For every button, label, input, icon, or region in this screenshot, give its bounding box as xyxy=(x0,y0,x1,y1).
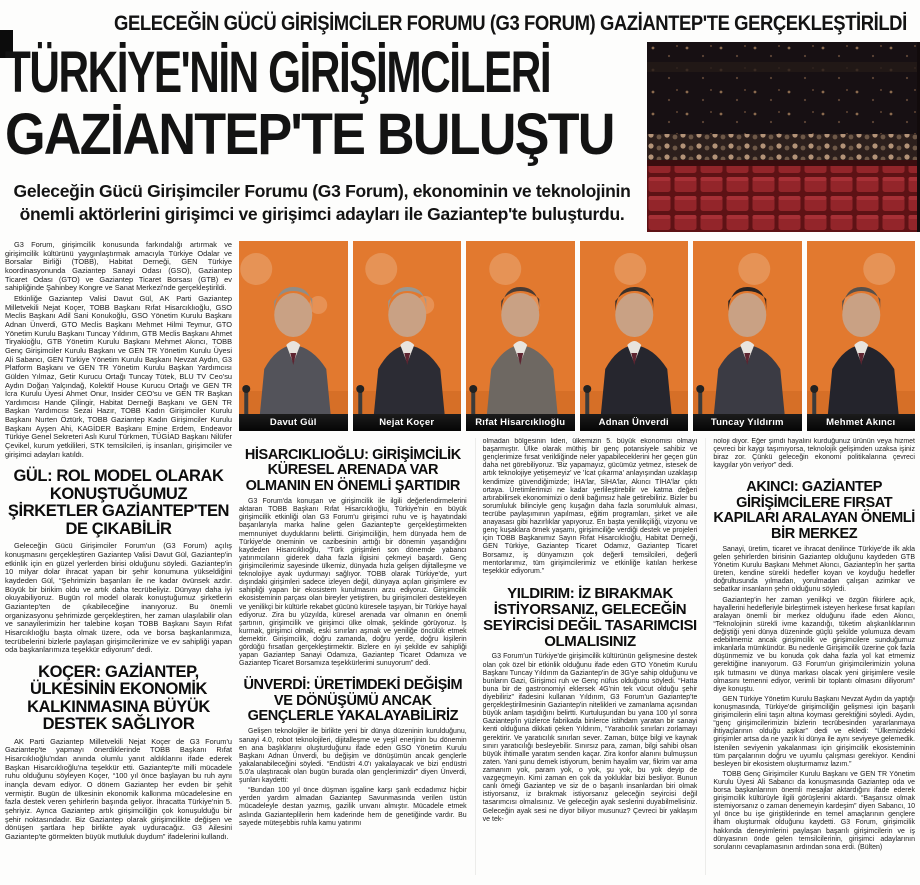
section-heading: GÜL: ROL MODEL OLARAK KONUŞTUĞUMUZ ŞİRKETLER GAZİANTEP'TEN DE ÇIKABİLİR xyxy=(7,467,230,538)
photo-caption: Mehmet Akıncı xyxy=(807,414,916,431)
article-header xyxy=(0,0,920,232)
speaker-portrait-graphic xyxy=(807,241,916,431)
speaker-photo xyxy=(580,241,689,431)
speaker-portrait-graphic xyxy=(580,241,689,431)
section-heading: YILDIRIM: İZ BIRAKMAK İSTİYORSANIZ, GELECEĞİN SEYİRCİSİ DEĞİL TASARIMCISI OLMALISINIZ xyxy=(483,584,697,650)
article-paragraph: Geleceğin Gücü Girişimciler Forum'un (G3 Forum) açılış konuşmasını gerçekleştiren Gaziantep Valisi Davut Gül, Gaziantep'in etkinlik için en güzel yerlerden birisi olduğunu söyledi. Gaziantep'in 10 milyar dolar ihracat yapan bir şehir konumuna yükseldiğini kaydeden Gül, “Şehrimizin başarıları ile ne kadar övünsek azdır. Büyük bir birikim oldu ve artık daha tecrübeliyiz. Dünyayı daha iyi okuyabiliyoruz. Bugün rol model olarak konuştuğumuz şirketlerin Gaziantep'ten de çıkabileceğine inanıyoruz. Bu önemli organizasyonu şehrimizde gerçekleştiren, her zaman ulaşılabilir olan ve sanayilerimizin her talebine koşan TOBB Başkanı Sayın Rıfat Hisarcıklıoğlu başta olmak üzere, oda ve borsa başkanlarımıza, tecrübelerini bizlerle paylaşan girişimcilerimize ve ev sahipliği yapan oda başkanlarımıza teşekkür ediyorum” dedi. xyxy=(5,541,232,655)
speaker-photo xyxy=(239,241,348,431)
audience-photo xyxy=(647,42,920,232)
article-paragraph: G3 Forum'da konuşan ve girişimcilik ile ilgili değerlendirmelerini aktaran TOBB Başkanı Rıfat Hisarcıklıoğlu, Türkiye'nin en büyük girişimcilik etkinliği olan G3 Forum'u girişimci ruhu ve iş hayatındaki başarılarıyla marka haline gelen Gaziantep'te gerçekleştirmekten memnuniyet duyduklarını belirtti. Girişimciliğin, hem dünyada hem de Türkiye'de öneminin ve cazibesinin arttığı bir dönemin yaşandığını kaydeden Hisarcıklıoğlu, “Türk girişimleri son dönemde yabancı yatırımcıların giderek daha fazla ilgisini çekmeyi başardı. Genç girişimcilerimiz sayesinde ülkemiz, dünyada hızla gelişen dijitalleşme ve teknolojiye ayak uydurmayı sağlıyor. TOBB olarak Türkiye'de, yurt dışındaki girişimleri sadece izleyen değil, dünyaya açılan girişimlere ev sahipliği yapan bir ekosistem kurulmasını arzu ediyoruz. Girişimcilik ekosisteminin parçası olan bireyler yetiştiren, bu girişimcileri destekleyen ve yenilikçi bir kültürle rekabet gücünü küresele taşıyan, bir Türkiye hayal ediyoruz. Zira bu yüzyılda, küresel arenada var olmanın en önemli şartının, girişimcilik ve girişimci ülke olmak, şeklinde görüyoruz. İş kurmak, girişimci olmak, eski sınırları aşmak ve yeniliğe öncülük etmek demektir. Girişimcilik, doğru zamanda, doğru yerde, doğru kişilerin gördüğü fırsatları gerçekleştirmektir. Bizlere en iyi şekilde ev sahipliği yapan Gaziantep Sanayi Odamıza, Gaziantep Ticaret Odamıza ve Gaziantep Ticaret Borsamıza teşekkürlerimi sunuyorum” dedi. xyxy=(239,498,467,668)
header-main xyxy=(0,42,920,232)
kicker: GELECEĞİN GÜCÜ GİRİŞİMCİLER FORUMU (G3 FORUM) GAZİANTEP'TE GERÇEKLEŞTİRİLDİ xyxy=(114,12,907,35)
speaker-portrait-graphic xyxy=(239,241,348,431)
article-right-columns xyxy=(239,438,915,875)
photo-caption: Adnan Ünverdi xyxy=(580,414,689,431)
article-paragraph: TOBB Genç Girişimciler Kurulu Başkanı ve GEN TR Yönetim Kurulu Üyesi Ali Sabancı da konuşmasında Gaziantep oda ve borsa başkanlarının önemli mesajlar aktardığını ifade ederek girişimcilik kültürüyle ilgili görüşlerini aktardı. “Başarısız olmak istemiyorsanız o zaman denemeyin kardeşim” diyen Sabancı, 10 yıl önce bu işe giriştiklerinde en temel amaçlarının gençlere ilham oluşturmak olduğunu kaydetti. G3 Forum, girişimcilik hakkında deneyimlerini paylaşan başarılı girişimcilerin ve iş dünyasının önde gelen temsilcilerinin, girişimci adaylarının sorularını cevaplamasının ardından sona erdi. (Bülten) xyxy=(713,770,915,851)
headline xyxy=(5,42,639,232)
section-heading: AKINCI: GAZİANTEP GİRİŞİMCİLERE FIRSAT KAPILARI ARALAYAN ÖNEMLİ BİR MERKEZ xyxy=(713,479,915,542)
speaker-photo xyxy=(466,241,575,431)
photo-caption: Nejat Koçer xyxy=(353,414,462,431)
photo-caption: Rıfat Hisarcıklıoğlu xyxy=(466,414,575,431)
section-heading: ÜNVERDİ: ÜRETİMDEKİ DEĞİŞİM VE DÖNÜŞÜMÜ ANCAK GENÇLERLE YAKALAYABİLİRİZ xyxy=(243,677,463,725)
article-paragraph: “Bundan 100 yıl önce düşman işgaline karşı şanlı ecdadımız hiçbir yerden yardım almadan Gaziantep Savunmasında verilen üstün mücadeleyle destan yazmış, gazilik unvanı almıştır. Mücadele etmek aslında Gazianteplilerin hem kaderinde hem de genetiğinde vardır. Bu sayede müteşebbis ruhla kamu yatırımı xyxy=(239,787,467,827)
article-column-2 xyxy=(239,438,467,875)
section-heading: HİSARCIKLIOĞLU: GİRİŞİMCİLİK KÜRESEL ARENADA VAR OLMANIN EN ÖNEMLİ ŞARTIDIR xyxy=(244,447,461,494)
article-paragraph: olmadan bölgesinin lideri, ülkemizin 5. büyük ekonomisi olmayı başarmıştır. Ülke olarak müthiş bir genç potansiyele sahibiz ve gençlerimize fırsat verildiğinde neler yapabileceklerini her geçen gün daha net görebiliyoruz. 'Biz yapamayız, gücümüz yetmez, istesek de artık teknolojiye yetişemeyiz' ve 'İcat çıkarma' anlayışından uzaklaşıp kendimize güvendiğimizde; İHA'lar, SİHA'lar, Akıncı TİHA'lar çıktı ortaya. Üretimlerimizi ne kadar yerlileştirebilir ve katma değeri artırabilirsek ekonomimizi o denli bağımsız hale getirebiliriz. Bizler bu sorumluluk bilinciyle genç kuşağın daha fazla sorumluluk alması, tecrübe paylaşımının yapılması, eğitim programları, şirket ve aile anayasası gibi hazırlıklar yapıyoruz. En başta yenilikçiliği, vizyonu ve genç kuşaklara örnek yaşamı, girişimciliğe verdiği destek ve projeleri için TOBB Başkanımız Sayın Rıfat Hisarcıklıoğlu, Habitat Derneği, GEN Türkiye, Gaziantep Ticaret Odamız, Gaziantep Ticaret Borsamız, iş dünyamızın çok değerli temsilcileri, değerli mentorlarımız, tüm girişimcilerimiz ve etkinliğe katılan herkese teşekkür ediyorum.” xyxy=(482,438,698,575)
article-paragraph: G3 Forum, girişimcilik konusunda farkındalığı artırmak ve girişimcilik kültürünü yaygınlaştırmak amacıyla Türkiye Odalar ve Borsalar Birliği (TOBB), Habitat Derneği, GEN Türkiye koordinasyonunda Gaziantep Sanayi Odası (GSO), Gaziantep Ticaret Odası (GTO) ve Gaziantep Ticaret Borsası (GTB) ev sahipliğinde Şahinbey Kongre ve Sanat Merkezi'nde gerçekleştirildi. xyxy=(5,241,232,293)
article-column-3 xyxy=(475,438,698,875)
speaker-portrait-graphic xyxy=(353,241,462,431)
article-paragraph: Sanayi, üretim, ticaret ve ihracat denilince Türkiye'de ilk akla gelen şehirlerden birisinin Gaziantep olduğunu kaydeden GTB Yönetim Kurulu Başkanı Mehmet Akıncı, Gaziantep'in her şartta üreten, kendine sürekli hedefler koyan ve koyduğu hedefler doğrultusunda yılmadan, yorulmadan çalışan azimkar ve sebatkar insanların şehri olduğunu söyledi. xyxy=(713,545,915,594)
article-paragraph: GEN Türkiye Yönetim Kurulu Başkanı Nevzat Aydın da yaptığı konuşmasında, Türkiye'de girişimciliğin gelişmesi için başarılı girişimcilerin elini taşın altına koyması gerektiğini söyledi. Aydın, “genç girişimcilerimizin bizlerin tecrübesinden yararlanmaya ihtiyaçlarının olduğu aşikar” dedi ve ekledi: “Ülkemizdeki girişimler artsa da ne yazık ki dünya ile aynı seviyeye gelemedik. İstenilen seviyenin yakalanması için girişimcilik ekosisteminin tüm parçalarının doğru ve uyumlu çalışması gerekiyor. Kendini besleyen bir ekosistem oluşturmamız lazım.” xyxy=(713,695,915,768)
speaker-photo xyxy=(807,241,916,431)
photo-caption: Davut Gül xyxy=(239,414,348,431)
article-column-1 xyxy=(5,241,232,875)
article-paragraph: Gaziantep'in her zaman yenilikçi ve özgün fikirlere açık, hayallerini hedefleriyle birleştirmek isteyen herkese fırsat kapıları aralayan önemli bir merkez olduğunu ifade eden Akıncı, “Teknolojinin sürekli ivme kazandığı, tüketim alışkanlıklarının değiştiği yeni dünya düzeninde güçlü şekilde yolumuza devam edebilmemiz ancak girişimcilik ve girişimcilere sunduğumuz imkanlarla mümkündür. Bu nedenle Girişimcilik üzerine çok fazla düşünmemiz ve bu konuda çok daha fazla yol kat etmemiz gerektiğine inanıyorum. G3 Forum'un girişimcilerimizin yoluna ışık tutmasını ve dünya markası olacak yeni girişimlere vesile olmasını temenni ediyor, verimli bir toplantı olmasını diliyorum” diye konuştu. xyxy=(713,596,915,693)
article-right-region xyxy=(239,241,915,875)
speaker-portrait-graphic xyxy=(466,241,575,431)
article-paragraph: Gelişen teknolojiler ile birlikte yeni bir dünya düzeninin kurulduğunu, sanayi 4.0, robot teknolojileri, dijitalleşme ve yeşil enerjinin bu dönemin en ana başlıklarını oluşturduğunu ifade eden GSO Yönetim Kurulu Başkanı Adnan Ünverdi, bu değişim ve dönüşümün ancak gençlerle yakalanabileceğini söyledi. “Endüstri 4.0'ı yakalayacak ve bizi endüstri 5.0'a ulaştıracak olan bugün burada olan gençlerimizdir” diyen Ünverdi, şunları kaydetti: xyxy=(239,728,467,785)
article-body xyxy=(0,241,920,875)
article-paragraph: G3 Forum'un Türkiye'de girişimcilik kültürünün gelişmesine destek olan çok özel bir etkinlik olduğunu ifade eden GTO Yönetim Kurulu Başkanı Tuncay Yıldırım da Gaziantep'in de 3G'ye sahip olduğunu ve bunların Gazi, Girişimci ruh ve Genç nüfus olduğunu söyledi. “Hatta buna bir de gastronomiyi eklersek 4G'nin tek vücut olduğu şehir diyebiliriz” ifadesini kullanan Yıldırım, G3 Forum'un Gaziantep'te gerçekleştirilmesinin Gaziantep'in nitelikleri ve zamanlama açısından büyük anlam taşıdığını belirtti. Kurtuluşundan bu yana 100 yıl sonra Gaziantep'in yüzlerce fabrikada binlerce istihdam yaratan bir sanayi kenti olduğuna dikkati çeken Yıldırım, “Yaratıcılık sınırları zorlamayı gerektirir. Ve yaratıcılık sınırları sever. Zaman, bütçe bilgi ve kaynak sınırı yaratıcılığı besleyebilir. Sınırsız para, zaman, bilgi sahibi olsan büyük ihtimalle yaratım senden kaçar. Zira konfor alanını bulmuşsun zaten. Yani şunu demek istiyorum, benim hayalim var, fikrim var ama zamanım yok, param yok, o yok, şu yok, bu yok deyip de vazgeçmeyin. Kimi zaman en çok da yokluklar bizi besliyor. Bunun canlı örneği Gaziantep ve siz de o başarılı insanlardan biri olmak istiyorsanız, iz bırakmak istiyorsanız geleceğin seyircisi değil tasarımcısı olmalısınız. Ve geleceğin ayak seslerini duyabilmelisiniz. Geleceğin ayak sesi ne diyor biliyor musunuz? Çevreci bir yaklaşım ve tek- xyxy=(482,653,698,823)
article-paragraph: noloji diyor. Eğer şimdi hayalini kurduğunuz ürünün veya hizmet çevreci bir kaygı taşımıyorsa, teknolojik gelişimden uzaksa işiniz biraz zor. Çünkü geleceğin ekonomi politikalarına çevreci kaygılar yön veriyor” dedi. xyxy=(713,438,915,470)
speaker-photo xyxy=(353,241,462,431)
article-paragraph: AK Parti Gaziantep Milletvekili Nejat Koçer de G3 Forum'u Gaziantep'te yapmayı önerdiklerinde TOBB Başkanı Rıfat Hisarcıklıoğlu'ndan anında olumlu yanıt aldıklarını ifade ederek Başkan Hisarcıklıoğlu'na teşekkür etti. Gaziantep'te milli mücadele ruhu olduğunu söyleyen Koçer, “100 yıl önce başlayan bu ruh aynı inançla devam ediyor. O dönem Gaziantep her evden bir şehit vermiştir. Bugün de ülkesinin ekonomik kalkınma mücadelesine en fazla destek veren şehirlerin başında geliyor. İhracatta Türkiye'nin 5. şehriyiz. Ayrıca Gaziantep artık girişimciliğin çok konuşulduğu bir şehir noktasındadır. Biz Gaziantep olarak girişimcilikte değişen ve dönüşen şartlara hep birlikte ayak uyduracağız. G3 Ailesini Gaziantep'te görmekten büyük mutluluk duydum” ifadelerini kullandı. xyxy=(5,736,232,842)
deck: Geleceğin Gücü Girişimciler Forumu (G3 Forum), ekonominin ve teknolojinin önemli aktörlerini girişimci ve girişimci adayları ile Gaziantep'te buluşturdu. xyxy=(13,181,631,224)
article-paragraph: Etkinliğe Gaziantep Valisi Davut Gül, AK Parti Gaziantep Milletvekili Nejat Koçer, TOBB Başkanı Rıfat Hisarcıklıoğlu, GSO Meclis Başkanı Adil Sani Konukoğlu, GSO Yönetim Kurulu Başkanı Adnan Ünverdi, GTO Meclis Başkanı Mehmet Hilmi Teymur, GTO Yönetim Kurulu Başkanı Tuncay Yıldırım, GTB Meclis Başkanı Ahmet Tiryakioğlu, GTB Yönetim Kurulu Başkanı Mehmet Akıncı, TOBB Genç Girişimciler Kurulu Başkanı ve GEN TR Yönetim Kurulu Üyesi Ali Sabancı, GEN Türkiye Yönetim Kurulu Başkanı Nevzat Aydın, G3 Platform Başkanı ve GEN TR Yönetim Kurulu Başkan Yardımcısı Gülden Yılmaz, Getir Kurucu Ortağı Tuncay Tütek, BLU TV Ceo'su Aydın Doğan Yalçındağ, Kolektif House Kurucu Ortağı ve GEN TR İcra Kurulu Üyesi Ahmet Onur, Insider CEO'su ve GEN TR Başkan Yardımcısı Hande Çilingir, Habitat Derneği Başkanı ve GEN TR Başkan Yardımcısı Sezai Hazır, TOBB Kadın Girişimciler Kurulu Başkanı Nurten Öztürk, TOBB Gaziantep Kadın Girişimciler Kurulu Başkanı Ayşen Ahi, KAGİDER Başkanı Emine Erdem, Endeavor Türkiye Genel Sekreteri Aslı Kurul Türkmen, TÜGİAD Başkanı Nilüfer Çevikel, kurum yetkilileri, STK temsilcileri, iş insanları, girişimciler ve girişimci adayları katıldı. xyxy=(5,293,232,459)
photo-caption: Tuncay Yıldırım xyxy=(693,414,802,431)
article-column-4 xyxy=(705,438,915,875)
section-heading: KOÇER: GAZİANTEP, ÜLKESİNİN EKONOMİK KALKINMASINA BÜYÜK DESTEK SAĞLIYOR xyxy=(27,662,210,734)
headline-line-2: GAZİANTEP'TE BULUŞTU xyxy=(5,102,614,167)
speaker-photo xyxy=(693,241,802,431)
photo-strip xyxy=(239,241,915,431)
speaker-portrait-graphic xyxy=(693,241,802,431)
audience-photo-graphic xyxy=(647,42,920,232)
headline-line-1: TÜRKİYE'NİN GİRİŞİMCİLERİ xyxy=(5,40,551,105)
kicker-row xyxy=(0,0,920,42)
